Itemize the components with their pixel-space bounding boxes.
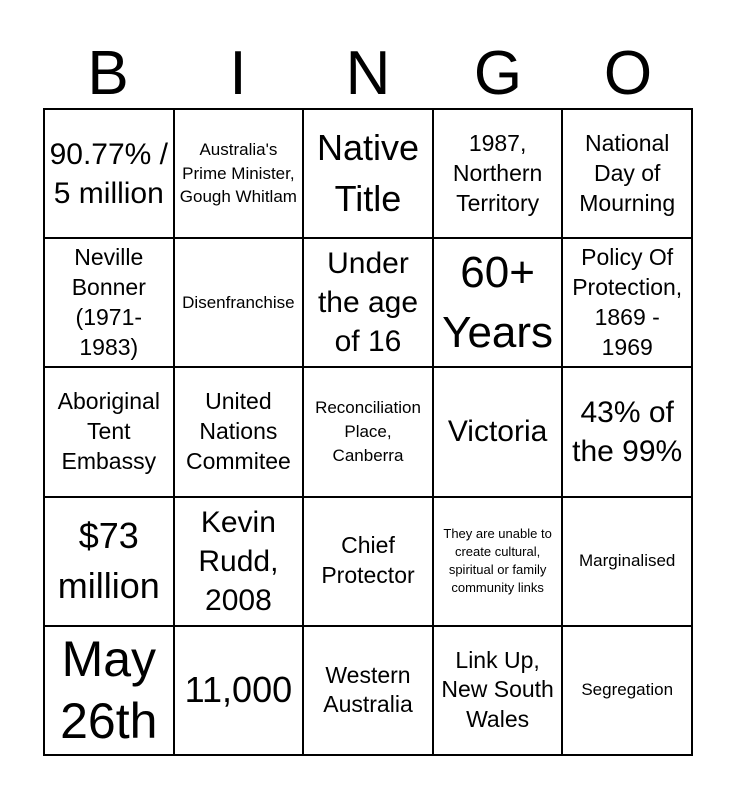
bingo-cell[interactable]	[562, 238, 692, 367]
cell-text: National Day of Mourning	[579, 129, 676, 216]
bingo-cell[interactable]	[303, 497, 433, 626]
bingo-board	[43, 108, 693, 756]
cell-text: Segregation	[581, 680, 674, 700]
bingo-cell[interactable]	[303, 238, 433, 367]
cell-text: Reconciliation Place, Canberra	[315, 398, 421, 465]
bingo-cell[interactable]	[174, 109, 304, 238]
bingo-cell[interactable]	[303, 367, 433, 496]
cell-text: 11,000	[184, 669, 293, 711]
bingo-cell[interactable]	[303, 109, 433, 238]
cell-text: Disenfranchise	[182, 292, 295, 312]
cell-text: Western Australia	[323, 661, 413, 718]
bingo-cell[interactable]	[44, 367, 174, 496]
bingo-cell[interactable]	[433, 109, 563, 238]
cell-text: Marginalised	[579, 551, 676, 571]
bingo-cell[interactable]	[44, 109, 174, 238]
bingo-header	[43, 40, 693, 108]
cell-text: Victoria	[447, 415, 548, 449]
cell-text: Australia's Prime Minister, Gough Whitlam	[179, 139, 297, 207]
cell-text: May 26th	[60, 630, 158, 750]
bingo-cell[interactable]	[44, 238, 174, 367]
cell-text: Chief Protector	[321, 532, 415, 589]
cell-text: 90.77% / 5 million	[49, 137, 168, 210]
bingo-cell[interactable]	[562, 497, 692, 626]
bingo-cell[interactable]	[303, 626, 433, 755]
cell-text: 1987, Northern Territory	[452, 129, 543, 216]
header-letter-o: O	[603, 39, 653, 108]
cell-text: Kevin Rudd, 2008	[198, 505, 279, 617]
bingo-cell[interactable]	[433, 626, 563, 755]
bingo-cell[interactable]	[433, 497, 563, 626]
bingo-cell[interactable]	[174, 367, 304, 496]
cell-text: Native Title	[316, 127, 420, 219]
bingo-cell[interactable]	[174, 497, 304, 626]
cell-text: Under the age of 16	[317, 247, 419, 359]
cell-text: 43% of the 99%	[572, 395, 683, 468]
cell-text: Policy Of Protection, 1869 - 1969	[572, 244, 683, 360]
header-letter-b: B	[87, 39, 129, 108]
header-letter-g: G	[473, 39, 523, 108]
cell-text: Link Up, New South Wales	[441, 646, 554, 733]
bingo-cell[interactable]	[562, 109, 692, 238]
header-letter-i: I	[229, 39, 247, 108]
bingo-cell[interactable]	[433, 367, 563, 496]
cell-text: Neville Bonner (1971-1983)	[71, 244, 146, 360]
bingo-cell[interactable]	[44, 497, 174, 626]
bingo-cell[interactable]	[562, 626, 692, 755]
cell-text: Aboriginal Tent Embassy	[57, 388, 160, 474]
bingo-cell[interactable]	[433, 238, 563, 367]
header-letter-n: N	[345, 39, 391, 108]
bingo-cell[interactable]	[562, 367, 692, 496]
bingo-cell[interactable]	[44, 626, 174, 755]
bingo-cell[interactable]	[174, 626, 304, 755]
cell-text: $73 million	[57, 514, 160, 607]
cell-text: United Nations Commitee	[185, 388, 291, 474]
cell-text: 60+ Years	[442, 248, 554, 357]
cell-text: They are unable to create cultural, spiritual or family community links	[443, 525, 552, 596]
bingo-cell[interactable]	[174, 238, 304, 367]
